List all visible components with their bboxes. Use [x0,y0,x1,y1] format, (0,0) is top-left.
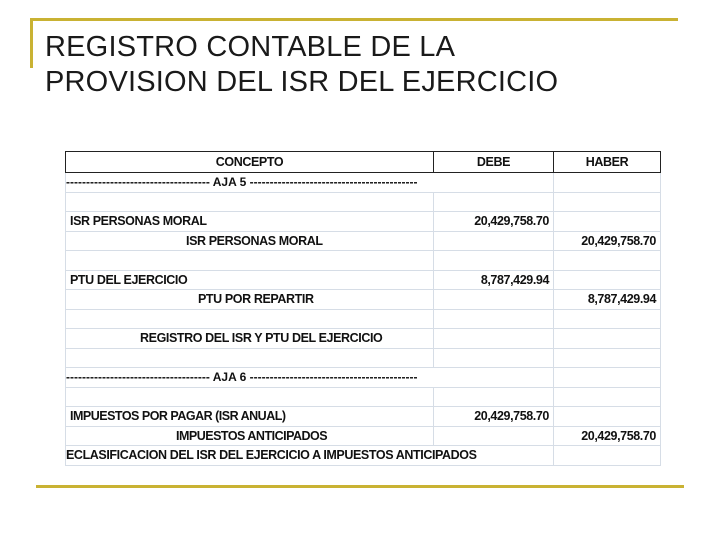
haber-cell: 8,787,429.94 [554,290,661,310]
empty-cell [554,192,661,212]
concepto-cell: IMPUESTOS ANTICIPADOS [66,426,434,446]
empty-cell [434,329,554,349]
concepto-cell: PTU DEL EJERCICIO [66,270,434,290]
table-row [66,270,661,290]
concepto-cell: ISR PERSONAS MORAL [66,212,434,232]
concepto-cell: REGISTRO DEL ISR Y PTU DEL EJERCICIO [66,329,434,349]
empty-cell [434,309,554,329]
empty-cell [434,251,554,271]
concepto-cell: PTU POR REPARTIR [66,290,434,310]
empty-cell [554,251,661,271]
concepto-cell: ISR PERSONAS MORAL [66,231,434,251]
table-row [66,212,661,232]
debe-cell: 20,429,758.70 [434,407,554,427]
empty-cell [554,368,661,388]
table-row [66,192,661,212]
empty-cell [66,251,434,271]
concepto-cell: ECLASIFICACION DEL ISR DEL EJERCICIO A IMPUESTOS ANTICIPADOS [66,446,554,466]
bottom-accent-line [36,485,684,488]
empty-cell [554,309,661,329]
empty-cell [554,348,661,368]
table-header-row [66,152,661,173]
accounting-table [65,151,661,466]
table-row [66,368,661,388]
empty-cell [434,231,554,251]
table-row [66,251,661,271]
left-accent-line [30,18,33,68]
table-row [66,309,661,329]
table-row [66,329,661,349]
empty-cell [66,192,434,212]
empty-cell [66,309,434,329]
table-row [66,290,661,310]
table-row [66,173,661,193]
empty-cell [434,290,554,310]
top-accent-line [30,18,678,21]
header-debe: DEBE [434,152,554,173]
table-row [66,387,661,407]
table-row [66,446,661,466]
empty-cell [66,348,434,368]
empty-cell [554,173,661,193]
table-row [66,231,661,251]
empty-cell [554,212,661,232]
aja5-separator: ------------------------------------ AJA 5 ------------------------------------------ [66,173,554,193]
empty-cell [434,348,554,368]
empty-cell [554,270,661,290]
concepto-cell: IMPUESTOS POR PAGAR (ISR ANUAL) [66,407,434,427]
title-line-1: REGISTRO CONTABLE DE LA [45,31,456,63]
empty-cell [434,426,554,446]
title-line-2: PROVISION DEL ISR DEL EJERCICIO [45,66,559,98]
empty-cell [554,387,661,407]
empty-cell [554,446,661,466]
table-row [66,348,661,368]
empty-cell [434,192,554,212]
haber-cell: 20,429,758.70 [554,426,661,446]
empty-cell [434,387,554,407]
debe-cell: 20,429,758.70 [434,212,554,232]
table-row [66,407,661,427]
debe-cell: 8,787,429.94 [434,270,554,290]
empty-cell [66,387,434,407]
haber-cell: 20,429,758.70 [554,231,661,251]
slide-title [45,30,685,100]
header-haber: HABER [554,152,661,173]
header-concepto: CONCEPTO [66,152,434,173]
empty-cell [554,329,661,349]
table-row [66,426,661,446]
empty-cell [554,407,661,427]
aja6-separator: ------------------------------------ AJA 6 ------------------------------------------ [66,368,554,388]
